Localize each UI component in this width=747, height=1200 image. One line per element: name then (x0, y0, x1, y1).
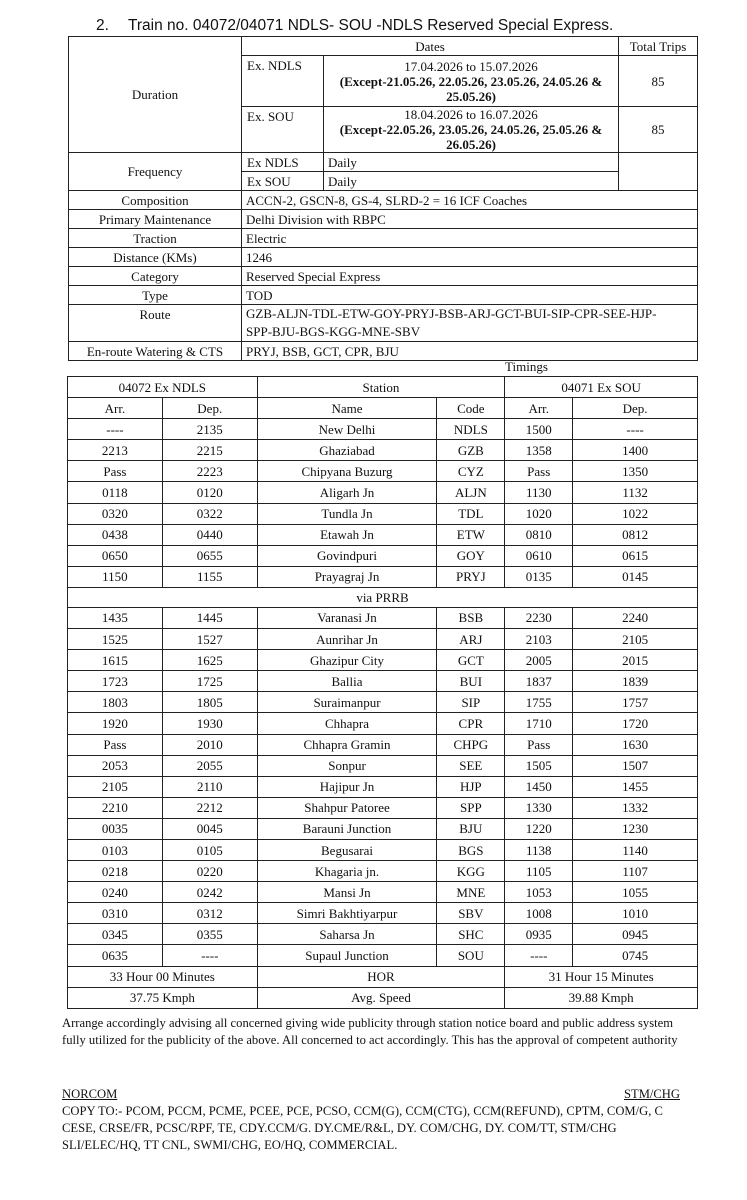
arr-sou: 1500 (505, 419, 573, 440)
dep-ndls: 1725 (162, 671, 257, 692)
station-name: Varanasi Jn (257, 607, 437, 628)
arr-ndls: Pass (68, 461, 163, 482)
ex-ndls-except: (Except-21.05.26, 22.05.26, 23.05.26, 24.05.26 & 25.05.26) (339, 73, 603, 104)
dep-sou: 0145 (573, 566, 698, 587)
dep-sou: 1400 (573, 440, 698, 461)
norcom-label: NORCOM (62, 1087, 118, 1101)
timetable (67, 376, 698, 1009)
arr-ndls: 1723 (68, 671, 163, 692)
station-name: Khagaria jn. (257, 861, 437, 882)
station-code: SHC (437, 924, 505, 945)
dep-ndls: 0242 (162, 882, 257, 903)
dep-sou: 1455 (573, 776, 698, 797)
arr-ndls: 2105 (68, 776, 163, 797)
document-heading (96, 17, 613, 35)
station-name: Shahpur Patoree (257, 797, 437, 818)
dep-sou: 1332 (573, 797, 698, 818)
arr-sou: 0935 (505, 924, 573, 945)
freq-sou-label: Ex SOU (242, 172, 324, 191)
arr-sou: 1358 (505, 440, 573, 461)
station-code: ETW (437, 524, 505, 545)
station-code: BGS (437, 839, 505, 860)
station-name: Barauni Junction (257, 818, 437, 839)
dep-sou: 1055 (573, 882, 698, 903)
freq-sou-value: Daily (324, 172, 619, 191)
timetable-row (68, 861, 698, 882)
dep-sou: 1022 (573, 503, 698, 524)
station-header: Station (257, 377, 505, 398)
dep-sou: 1630 (573, 734, 698, 755)
arr-ndls: 0310 (68, 903, 163, 924)
arr-ndls: 0240 (68, 882, 163, 903)
timetable-row (68, 924, 698, 945)
total-trips-header: Total Trips (619, 37, 698, 56)
train-info-table (68, 36, 698, 361)
station-name: Tundla Jn (257, 503, 437, 524)
arr-ndls: 2210 (68, 797, 163, 818)
station-name: Prayagraj Jn (257, 566, 437, 587)
route-label: Route (69, 305, 242, 342)
dep-ndls: 2010 (162, 734, 257, 755)
arr-ndls: 0345 (68, 924, 163, 945)
dep-ndls: 1527 (162, 629, 257, 650)
station-code: SPP (437, 797, 505, 818)
watering-label: En-route Watering & CTS (69, 342, 242, 361)
dates-header: Dates (242, 37, 619, 56)
arr-sou: 1220 (505, 818, 573, 839)
arr-sou: ---- (505, 945, 573, 966)
col-code-header: Code (437, 398, 505, 419)
dep-ndls: 0312 (162, 903, 257, 924)
timetable-row (68, 797, 698, 818)
ex-sou-except: (Except-22.05.26, 23.05.26, 24.05.26, 25.05.26 & 26.05.26) (339, 122, 603, 152)
station-name: New Delhi (257, 419, 437, 440)
arr-sou: 1053 (505, 882, 573, 903)
station-name: Chipyana Buzurg (257, 461, 437, 482)
station-code: HJP (437, 776, 505, 797)
arr-ndls: 1150 (68, 566, 163, 587)
dep-sou: 0615 (573, 545, 698, 566)
timetable-row (68, 671, 698, 692)
station-code: CPR (437, 713, 505, 734)
arr-ndls: ---- (68, 419, 163, 440)
dep-ndls: 1625 (162, 650, 257, 671)
station-code: BJU (437, 818, 505, 839)
station-code: CYZ (437, 461, 505, 482)
dep-sou: 2015 (573, 650, 698, 671)
dep-ndls: 0322 (162, 503, 257, 524)
station-name: Ballia (257, 671, 437, 692)
station-name: Simri Bakhtiyarpur (257, 903, 437, 924)
dep-sou: 2105 (573, 629, 698, 650)
arr-ndls: 2053 (68, 755, 163, 776)
station-code: MNE (437, 882, 505, 903)
station-code: BSB (437, 607, 505, 628)
freq-ndls-value: Daily (324, 153, 619, 172)
maintenance-label: Primary Maintenance (69, 210, 242, 229)
station-code: GZB (437, 440, 505, 461)
arr-ndls: 1920 (68, 713, 163, 734)
traction-value: Electric (242, 229, 698, 248)
dep-sou: 1132 (573, 482, 698, 503)
station-code: SEE (437, 755, 505, 776)
arr-ndls: Pass (68, 734, 163, 755)
dep-ndls: 0440 (162, 524, 257, 545)
composition-label: Composition (69, 191, 242, 210)
hor-label: HOR (257, 966, 505, 987)
station-code: SBV (437, 903, 505, 924)
dep-ndls: 1445 (162, 607, 257, 628)
watering-value: PRYJ, BSB, GCT, CPR, BJU (242, 342, 698, 361)
timetable-row (68, 734, 698, 755)
arr-ndls: 2213 (68, 440, 163, 461)
station-name: Mansi Jn (257, 882, 437, 903)
ex-sou-label: Ex. SOU (242, 107, 324, 153)
arr-ndls: 0035 (68, 818, 163, 839)
dep-ndls: 0120 (162, 482, 257, 503)
instructions-paragraph (62, 1015, 678, 1049)
dep-ndls: 0045 (162, 818, 257, 839)
station-name: Etawah Jn (257, 524, 437, 545)
station-name: Govindpuri (257, 545, 437, 566)
freq-ndls-label: Ex NDLS (242, 153, 324, 172)
arr-sou: 1130 (505, 482, 573, 503)
arr-ndls: 0218 (68, 861, 163, 882)
dep-sou: 1839 (573, 671, 698, 692)
col-arr2-header: Arr. (505, 398, 573, 419)
station-code: BUI (437, 671, 505, 692)
arr-ndls: 1435 (68, 607, 163, 628)
timings-label: Timings (505, 359, 548, 374)
timetable-row (68, 482, 698, 503)
arr-ndls: 1803 (68, 692, 163, 713)
ex-ndls-trips: 85 (619, 56, 698, 107)
timetable-row (68, 503, 698, 524)
distance-value: 1246 (242, 248, 698, 267)
copy-line-3: SLI/ELEC/HQ, TT CNL, SWMI/CHG, EO/HQ, COMMERCIAL. (62, 1138, 398, 1152)
dep-ndls: 2110 (162, 776, 257, 797)
route-line-2: SPP-BJU-BGS-KGG-MNE-SBV (246, 324, 421, 339)
dep-sou: 0945 (573, 924, 698, 945)
arr-sou: 1450 (505, 776, 573, 797)
timetable-row (68, 945, 698, 966)
station-name: Ghaziabad (257, 440, 437, 461)
arr-sou: 2005 (505, 650, 573, 671)
col-arr-header: Arr. (68, 398, 163, 419)
station-code: SOU (437, 945, 505, 966)
hor-right: 31 Hour 15 Minutes (505, 966, 698, 987)
dep-sou: 1107 (573, 861, 698, 882)
hor-left: 33 Hour 00 Minutes (68, 966, 258, 987)
timetable-row (68, 882, 698, 903)
arr-sou: 1330 (505, 797, 573, 818)
traction-label: Traction (69, 229, 242, 248)
arr-ndls: 0650 (68, 545, 163, 566)
arr-ndls: 1615 (68, 650, 163, 671)
composition-value: ACCN-2, GSCN-8, GS-4, SLRD-2 = 16 ICF Coaches (242, 191, 698, 210)
route-line-1: GZB-ALJN-TDL-ETW-GOY-PRYJ-BSB-ARJ-GCT-BUI-SIP-CPR-SEE-HJP- (246, 306, 657, 321)
dep-ndls: 1155 (162, 566, 257, 587)
col-dep-header: Dep. (162, 398, 257, 419)
instructions-line-1: Arrange accordingly advising all concerned giving wide publicity through station notice board and public address system (62, 1016, 673, 1030)
dep-sou: 0812 (573, 524, 698, 545)
dep-sou: 1010 (573, 903, 698, 924)
arr-sou: 0810 (505, 524, 573, 545)
timetable-row (68, 776, 698, 797)
station-name: Chhapra (257, 713, 437, 734)
dep-ndls: 0220 (162, 861, 257, 882)
dep-sou: 1140 (573, 839, 698, 860)
dep-sou: 1757 (573, 692, 698, 713)
timetable-row (68, 818, 698, 839)
arr-sou: 1710 (505, 713, 573, 734)
timetable-row (68, 566, 698, 587)
copy-to-block (62, 1103, 663, 1154)
timetable-row (68, 650, 698, 671)
dep-sou: 1350 (573, 461, 698, 482)
timetable-row (68, 461, 698, 482)
dep-ndls: ---- (162, 945, 257, 966)
speed-right: 39.88 Kmph (505, 987, 698, 1008)
station-code: GCT (437, 650, 505, 671)
station-code: NDLS (437, 419, 505, 440)
timetable-row (68, 419, 698, 440)
station-code: SIP (437, 692, 505, 713)
station-name: Sonpur (257, 755, 437, 776)
station-code: PRYJ (437, 566, 505, 587)
ex-ndls-label: Ex. NDLS (242, 56, 324, 107)
timetable-row (68, 755, 698, 776)
maintenance-value: Delhi Division with RBPC (242, 210, 698, 229)
station-code: TDL (437, 503, 505, 524)
arr-ndls: 0103 (68, 839, 163, 860)
station-code: ARJ (437, 629, 505, 650)
arr-sou: 1505 (505, 755, 573, 776)
timetable-row (68, 692, 698, 713)
dep-ndls: 2135 (162, 419, 257, 440)
distance-label: Distance (KMs) (69, 248, 242, 267)
dep-ndls: 2212 (162, 797, 257, 818)
timetable-row (68, 629, 698, 650)
station-name: Begusarai (257, 839, 437, 860)
dep-ndls: 1930 (162, 713, 257, 734)
arr-sou: Pass (505, 461, 573, 482)
station-name: Aunrihar Jn (257, 629, 437, 650)
station-name: Saharsa Jn (257, 924, 437, 945)
station-name: Hajipur Jn (257, 776, 437, 797)
arr-sou: 1105 (505, 861, 573, 882)
col-name-header: Name (257, 398, 437, 419)
dep-ndls: 2055 (162, 755, 257, 776)
speed-label: Avg. Speed (257, 987, 505, 1008)
via-row: via PRRB (68, 587, 698, 607)
dep-sou: 1230 (573, 818, 698, 839)
arr-sou: Pass (505, 734, 573, 755)
duration-label: Duration (69, 37, 242, 153)
arr-sou: 0610 (505, 545, 573, 566)
arr-sou: 2103 (505, 629, 573, 650)
arr-ndls: 0438 (68, 524, 163, 545)
dep-sou: 0745 (573, 945, 698, 966)
ex-ndls-dates: 17.04.2026 to 15.07.2026 (404, 58, 538, 74)
dep-sou: 2240 (573, 607, 698, 628)
col-dep2-header: Dep. (573, 398, 698, 419)
timetable-row (68, 440, 698, 461)
speed-left: 37.75 Kmph (68, 987, 258, 1008)
station-code: CHPG (437, 734, 505, 755)
station-code: GOY (437, 545, 505, 566)
timetable-row (68, 713, 698, 734)
station-name: Ghazipur City (257, 650, 437, 671)
category-value: Reserved Special Express (242, 267, 698, 286)
timetable-row (68, 524, 698, 545)
category-label: Category (69, 267, 242, 286)
timetable-row (68, 545, 698, 566)
station-code: ALJN (437, 482, 505, 503)
heading-number: 2. (96, 17, 109, 34)
arr-ndls: 1525 (68, 629, 163, 650)
dep-ndls: 0355 (162, 924, 257, 945)
arr-sou: 0135 (505, 566, 573, 587)
station-name: Chhapra Gramin (257, 734, 437, 755)
dep-ndls: 2215 (162, 440, 257, 461)
right-train-header: 04071 Ex SOU (505, 377, 698, 398)
arr-ndls: 0118 (68, 482, 163, 503)
station-name: Supaul Junction (257, 945, 437, 966)
timetable-row (68, 607, 698, 628)
stm-label: STM/CHG (624, 1087, 680, 1101)
arr-sou: 1138 (505, 839, 573, 860)
heading-title: Train no. 04072/04071 NDLS- SOU -NDLS Reserved Special Express. (128, 17, 614, 34)
ex-sou-dates: 18.04.2026 to 16.07.2026 (404, 107, 538, 122)
copy-line-2: CESE, CRSE/FR, PCSC/RPF, TE, CDY.CCM/G. DY.CME/R&L, DY. COM/CHG, DY. COM/TT, STM/CHG (62, 1121, 617, 1135)
station-name: Aligarh Jn (257, 482, 437, 503)
arr-sou: 1755 (505, 692, 573, 713)
arr-sou: 2230 (505, 607, 573, 628)
arr-ndls: 0320 (68, 503, 163, 524)
dep-ndls: 0655 (162, 545, 257, 566)
copy-line-1: COPY TO:- PCOM, PCCM, PCME, PCEE, PCE, PCSO, CCM(G), CCM(CTG), CCM(REFUND), CPTM, COM/G, C (62, 1104, 663, 1118)
frequency-label: Frequency (69, 153, 242, 191)
dep-ndls: 0105 (162, 839, 257, 860)
dep-ndls: 2223 (162, 461, 257, 482)
arr-sou: 1008 (505, 903, 573, 924)
arr-ndls: 0635 (68, 945, 163, 966)
arr-sou: 1020 (505, 503, 573, 524)
dep-sou: 1507 (573, 755, 698, 776)
left-train-header: 04072 Ex NDLS (68, 377, 258, 398)
dep-sou: ---- (573, 419, 698, 440)
dep-sou: 1720 (573, 713, 698, 734)
station-code: KGG (437, 861, 505, 882)
instructions-line-2: fully utilized for the publicity of the above. All concerned to act accordingly. This has the approval of competent authority (62, 1033, 678, 1047)
dep-ndls: 1805 (162, 692, 257, 713)
arr-sou: 1837 (505, 671, 573, 692)
station-name: Suraimanpur (257, 692, 437, 713)
timetable-row (68, 903, 698, 924)
timetable-row (68, 839, 698, 860)
type-value: TOD (242, 286, 698, 305)
ex-sou-trips: 85 (619, 107, 698, 153)
type-label: Type (69, 286, 242, 305)
